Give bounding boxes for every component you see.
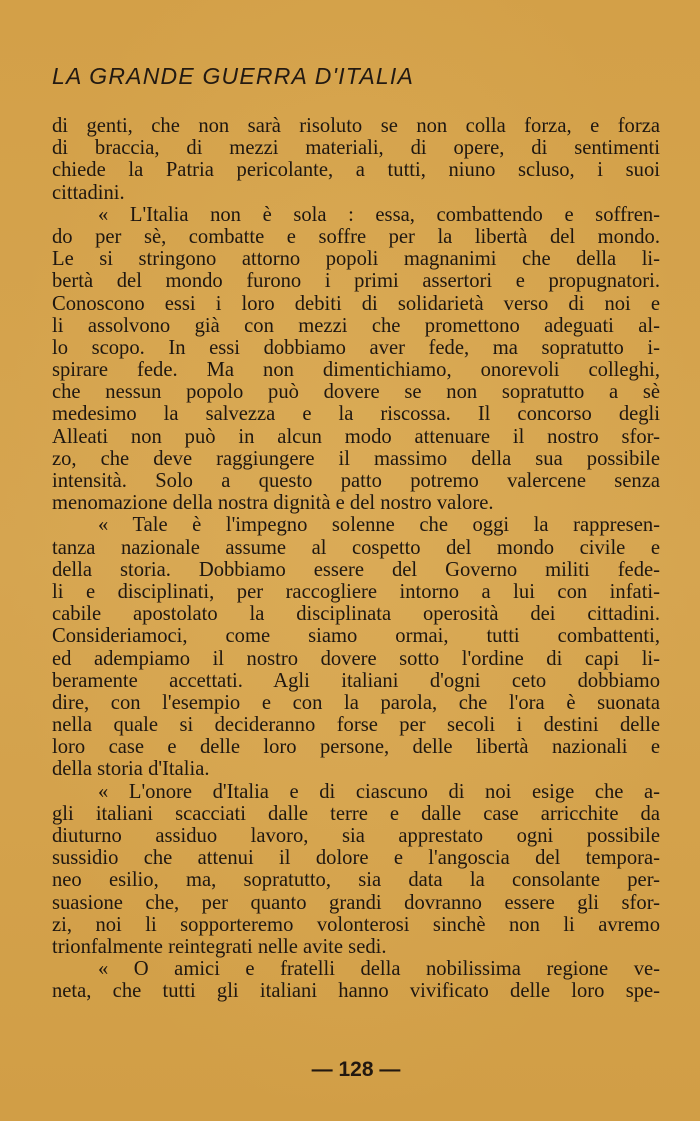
text-line: nella quale si decideranno forse per secoli i destini delle	[52, 714, 660, 737]
text-line: neo esilio, ma, sopratutto, sia data la consolante per-	[52, 869, 660, 892]
body-text	[52, 115, 660, 1003]
text-line: « O amici e fratelli della nobilissima regione ve-	[98, 958, 660, 981]
running-head: LA GRANDE GUERRA D'ITALIA	[52, 63, 414, 89]
text-line: che nessun popolo può dovere se non sopratutto a sè	[52, 381, 660, 404]
text-line: « Tale è l'impegno solenne che oggi la rappresen-	[98, 514, 660, 537]
text-line: ed adempiamo il nostro dovere sotto l'ordine di capi li-	[52, 647, 660, 670]
text-line: Alleati non può in alcun modo attenuare il nostro sfor-	[52, 425, 660, 448]
text-line: Consideriamoci, come siamo ormai, tutti combattenti,	[52, 625, 660, 648]
text-line: spirare fede. Ma non dimentichiamo, onorevoli colleghi,	[52, 359, 660, 382]
text-line: medesimo la salvezza e la riscossa. Il concorso degli	[52, 403, 660, 426]
paragraph	[52, 781, 660, 959]
text-line: neta, che tutti gli italiani hanno vivificato delle loro spe-	[52, 980, 660, 1003]
text-line: li e disciplinati, per raccogliere intorno a lui con infati-	[52, 580, 660, 603]
text-line: « L'onore d'Italia e di ciascuno di noi esige che a-	[98, 780, 660, 803]
text-line: lo scopo. In essi dobbiamo aver fede, ma sopratutto i-	[52, 336, 660, 359]
book-page	[52, 0, 660, 1121]
text-line: li assolvono già con mezzi che promettono adeguati al-	[52, 314, 660, 337]
text-line: Conoscono essi i loro debiti di solidarietà verso di noi e	[52, 292, 660, 315]
text-line: cittadini.	[52, 181, 125, 204]
text-line: di genti, che non sarà risoluto se non colla forza, e forza	[52, 115, 660, 137]
text-line: diuturno assiduo lavoro, sia apprestato ogni possibile	[52, 825, 660, 847]
text-line: tanza nazionale assume al cospetto del mondo civile e	[52, 536, 660, 559]
page-number: — 128 —	[311, 1058, 401, 1081]
text-line: « L'Italia non è sola : essa, combattendo e soffren-	[98, 203, 660, 226]
text-line: trionfalmente reintegrati nelle avite sedi.	[52, 935, 387, 958]
paragraph	[52, 115, 660, 204]
text-line: della storia d'Italia.	[52, 758, 210, 781]
text-line: della storia. Dobbiamo essere del Governo militi fede-	[52, 558, 660, 581]
text-line: suasione che, per quanto grandi dovranno essere gli sfor-	[52, 891, 660, 914]
text-line: cabile apostolato la disciplinata operosità dei cittadini.	[52, 603, 660, 626]
text-line: zi, noi li sopporteremo volonterosi sinchè non li avremo	[52, 913, 660, 936]
text-line: beramente accettati. Agli italiani d'ogni ceto dobbiamo	[52, 669, 660, 692]
text-line: gli italiani scacciati dalle terre e dalle case arricchite da	[52, 802, 660, 825]
text-line: di braccia, di mezzi materiali, di opere, di sentimenti	[52, 137, 660, 160]
text-line: do per sè, combatte e soffre per la libertà del mondo.	[52, 225, 660, 248]
paragraph	[52, 958, 660, 1002]
text-line: dire, con l'esempio e con la parola, che l'ora è suonata	[52, 691, 660, 714]
text-line: Le si stringono attorno popoli magnanimi che della li-	[52, 248, 660, 271]
text-line: menomazione della nostra dignità e del nostro valore.	[52, 492, 494, 515]
text-line: loro case e delle loro persone, delle libertà nazionali e	[52, 736, 660, 759]
paragraph	[52, 514, 660, 780]
text-line: chiede la Patria pericolante, a tutti, niuno scluso, i suoi	[52, 159, 660, 182]
paragraph	[52, 204, 660, 515]
text-line: sussidio che attenui il dolore e l'angoscia del tempora-	[52, 847, 660, 870]
text-line: zo, che deve raggiungere il massimo della sua possibile	[52, 447, 660, 470]
text-line: bertà del mondo furono i primi assertori e propugnatori.	[52, 270, 660, 293]
text-line: intensità. Solo a questo patto potremo valercene senza	[52, 470, 660, 492]
